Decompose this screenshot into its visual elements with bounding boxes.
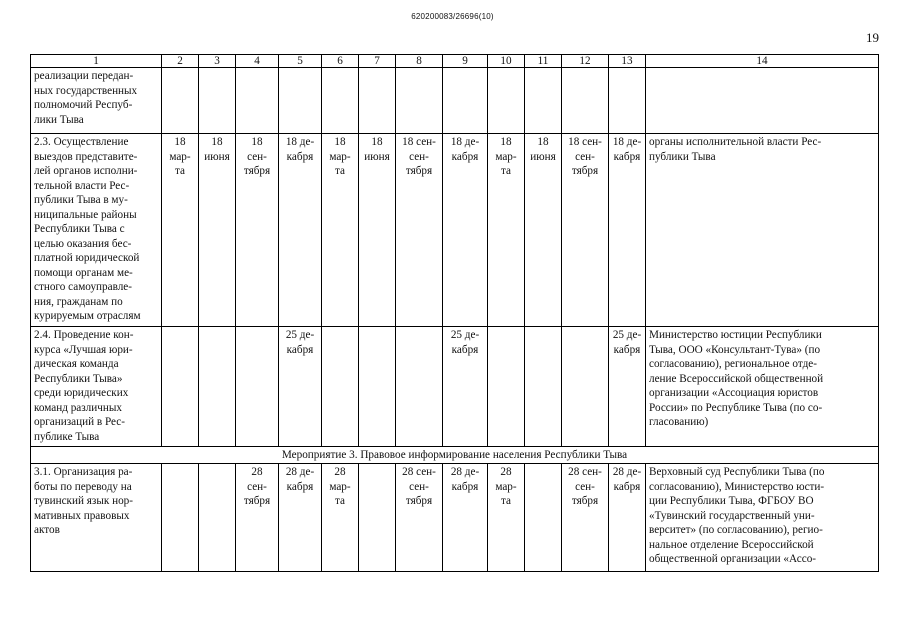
date-cell: 18 сен- сен- тября <box>396 134 443 327</box>
date-cell <box>279 68 322 134</box>
activity-cell: 2.4. Проведение кон- курса «Лучшая юри- дическая команда Республики Тыва» среди юридических команд различных организаций в Рес- публике Тыва <box>31 327 162 447</box>
table-row <box>31 134 879 327</box>
date-cell: 28 де- кабря <box>609 464 646 572</box>
date-cell: 18 мар- та <box>322 134 359 327</box>
page-number: 19 <box>866 30 879 45</box>
date-cell: 18 де- кабря <box>279 134 322 327</box>
date-cell <box>162 327 199 447</box>
date-cell: 18 де- кабря <box>443 134 488 327</box>
table-row <box>31 327 879 447</box>
date-cell <box>525 68 562 134</box>
date-cell <box>488 327 525 447</box>
date-cell <box>162 464 199 572</box>
date-cell <box>359 464 396 572</box>
date-cell <box>562 68 609 134</box>
document-code: 620200083/26696(10) <box>411 12 494 21</box>
date-cell <box>162 68 199 134</box>
column-header: 1 <box>31 55 162 68</box>
activity-cell: реализации передан- ных государственных полномочий Респуб- лики Тыва <box>31 68 162 134</box>
responsible-cell: Верховный суд Республики Тыва (по согласованию), Министерство юсти- ции Республики Тыва, ФГБОУ ВО «Тувинский государственный уни- верситет» (по согласованию), регио- нальное отделение Всероссийской общественной организации «Ассо- <box>646 464 879 572</box>
column-header: 14 <box>646 55 879 68</box>
date-cell <box>525 464 562 572</box>
date-cell <box>322 68 359 134</box>
date-cell: 25 де- кабря <box>443 327 488 447</box>
activity-cell: 2.3. Осуществление выездов представите- лей органов исполни- тельной власти Рес- публики Тыва в му- ниципальные районы Республики Тыва с целью оказания бес- платной юридической помощи органам ме- стного самоуправле- ния, гражданам по курируемым отраслям <box>31 134 162 327</box>
date-cell: 28 мар- та <box>322 464 359 572</box>
date-cell <box>609 68 646 134</box>
column-header: 9 <box>443 55 488 68</box>
column-header: 13 <box>609 55 646 68</box>
date-cell <box>396 68 443 134</box>
activity-cell: 3.1. Организация ра- боты по переводу на тувинский язык нор- мативных правовых актов <box>31 464 162 572</box>
responsible-cell: Министерство юстиции Республики Тыва, ООО «Консультант-Тува» (по согласованию), региональное отде- ление Всероссийской общественной организации «Ассоциация юристов России» по Республике Тыва (по со- гласованию) <box>646 327 879 447</box>
schedule-table <box>30 54 879 572</box>
date-cell <box>562 327 609 447</box>
date-cell: 25 де- кабря <box>279 327 322 447</box>
date-cell: 18 сен- тября <box>236 134 279 327</box>
date-cell: 28 мар- та <box>488 464 525 572</box>
responsible-cell <box>646 68 879 134</box>
date-cell <box>359 327 396 447</box>
column-header: 12 <box>562 55 609 68</box>
column-header: 11 <box>525 55 562 68</box>
date-cell: 28 сен- тября <box>236 464 279 572</box>
date-cell <box>199 327 236 447</box>
column-header: 8 <box>396 55 443 68</box>
date-cell: 18 июня <box>359 134 396 327</box>
date-cell: 28 сен- сен- тября <box>562 464 609 572</box>
column-header: 4 <box>236 55 279 68</box>
column-header: 10 <box>488 55 525 68</box>
date-cell: 25 де- кабря <box>609 327 646 447</box>
column-header: 5 <box>279 55 322 68</box>
date-cell: 18 июня <box>525 134 562 327</box>
date-cell <box>525 327 562 447</box>
date-cell: 18 мар- та <box>488 134 525 327</box>
date-cell: 18 июня <box>199 134 236 327</box>
date-cell <box>199 464 236 572</box>
date-cell <box>488 68 525 134</box>
responsible-cell: органы исполнительной власти Рес- публики Тыва <box>646 134 879 327</box>
section-title: Мероприятие 3. Правовое информирование населения Республики Тыва <box>31 447 879 464</box>
column-header-row <box>31 55 879 68</box>
column-header: 3 <box>199 55 236 68</box>
column-header: 6 <box>322 55 359 68</box>
date-cell <box>443 68 488 134</box>
date-cell: 28 де- кабря <box>279 464 322 572</box>
date-cell: 18 де- кабря <box>609 134 646 327</box>
section-row <box>31 447 879 464</box>
date-cell: 18 сен- сен- тября <box>562 134 609 327</box>
date-cell <box>236 327 279 447</box>
table-row <box>31 68 879 134</box>
date-cell: 18 мар- та <box>162 134 199 327</box>
date-cell: 28 сен- сен- тября <box>396 464 443 572</box>
date-cell <box>322 327 359 447</box>
date-cell <box>396 327 443 447</box>
date-cell <box>199 68 236 134</box>
column-header: 7 <box>359 55 396 68</box>
date-cell <box>236 68 279 134</box>
column-header: 2 <box>162 55 199 68</box>
table-row <box>31 464 879 572</box>
date-cell: 28 де- кабря <box>443 464 488 572</box>
date-cell <box>359 68 396 134</box>
